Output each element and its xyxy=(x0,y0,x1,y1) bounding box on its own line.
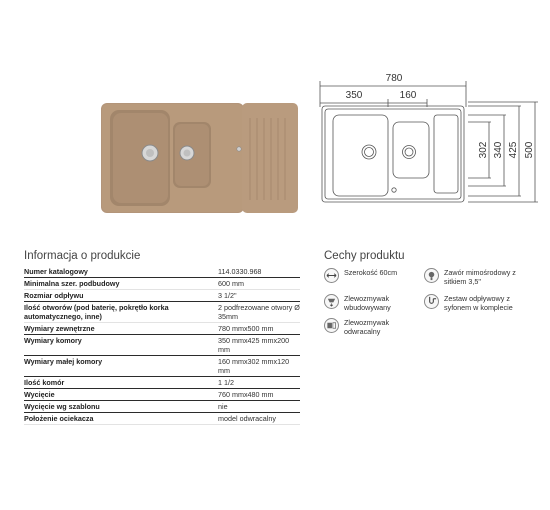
dim-total-width: 780 xyxy=(385,73,403,84)
width-arrows-icon xyxy=(324,268,339,283)
spec-key: Ilość otworów (pod baterię, pokrętło korka automatycznego, inne) xyxy=(24,303,169,321)
spec-value: 160 mmx302 mmx120 mm xyxy=(218,357,290,375)
spec-row xyxy=(24,278,300,290)
spec-row xyxy=(24,377,300,389)
spec-row xyxy=(24,413,300,425)
spec-key: Ilość komór xyxy=(24,378,65,387)
product-info-table xyxy=(24,266,300,425)
feature-width: Szerokość 60cm xyxy=(324,268,424,283)
spec-key: Rozmiar odpływu xyxy=(24,291,84,300)
product-features-title: Cechy produktu xyxy=(324,250,405,262)
technical-drawing xyxy=(316,66,546,206)
feature-eccentric-valve: Zawór mimośrodowy z sitkiem 3,5" xyxy=(424,268,532,286)
spec-row xyxy=(24,356,300,377)
spec-key: Wycięcie wg szablonu xyxy=(24,402,100,411)
spec-value: 3 1/2" xyxy=(218,291,237,300)
feature-inset-sink: Zlewozmywak wbudowywany xyxy=(324,294,424,312)
spec-row xyxy=(24,323,300,335)
spec-key: Numer katalogowy xyxy=(24,267,88,276)
product-info-title: Informacja o produkcie xyxy=(24,250,141,262)
spec-key: Minimalna szer. podbudowy xyxy=(24,279,120,288)
sink-product-photo xyxy=(100,100,300,216)
drain-siphon-icon xyxy=(424,294,439,309)
spec-value: 2 podfrezowane otwory Ø 35mm xyxy=(218,303,300,321)
spec-value: 760 mmx480 mm xyxy=(218,390,274,399)
spec-key: Wycięcie xyxy=(24,390,55,399)
spec-row xyxy=(24,335,300,356)
spec-row xyxy=(24,290,300,302)
reversible-sink-icon xyxy=(324,318,339,333)
feature-drain-siphon: Zestaw odpływowy z syfonem w komplecie xyxy=(424,294,532,312)
inset-sink-icon xyxy=(324,294,339,309)
spec-value: 600 mm xyxy=(218,279,244,288)
dim-h302: 302 xyxy=(478,141,489,159)
spec-key: Wymiary komory xyxy=(24,336,82,345)
dim-bowl-width: 350 xyxy=(345,90,363,101)
spec-value: 350 mmx425 mmx200 mm xyxy=(218,336,290,354)
spec-key: Położenie ociekacza xyxy=(24,414,94,423)
spec-row xyxy=(24,302,300,323)
spec-value: model odwracalny xyxy=(218,414,276,423)
feature-reversible-sink: Zlewozmywak odwracalny xyxy=(324,318,424,336)
spec-key: Wymiary zewnętrzne xyxy=(24,324,95,333)
spec-value: nie xyxy=(218,402,228,411)
spec-value: 1 1/2 xyxy=(218,378,234,387)
dim-h425: 425 xyxy=(508,141,519,159)
eccentric-valve-icon xyxy=(424,268,439,283)
spec-value: 780 mmx500 mm xyxy=(218,324,274,333)
spec-row xyxy=(24,401,300,413)
dim-small-bowl-width: 160 xyxy=(399,90,417,101)
spec-value: 114.0330.968 xyxy=(218,267,262,276)
dim-h500: 500 xyxy=(524,141,535,159)
spec-row xyxy=(24,389,300,401)
dim-h340: 340 xyxy=(493,141,504,159)
spec-key: Wymiary małej komory xyxy=(24,357,103,366)
spec-row xyxy=(24,266,300,278)
